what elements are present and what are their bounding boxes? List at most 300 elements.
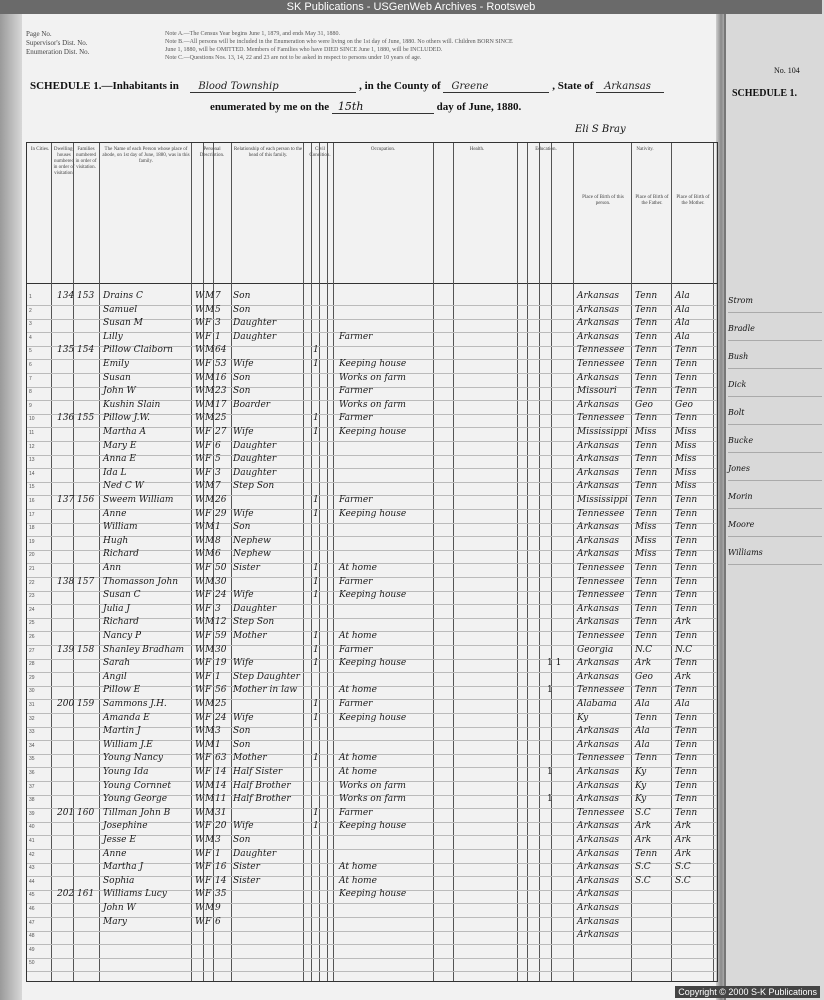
line-number: 12 bbox=[29, 443, 35, 450]
person-name: Ann bbox=[103, 563, 122, 573]
age-value: 27 bbox=[215, 427, 227, 437]
mother-birthplace-value: Ark bbox=[675, 671, 692, 682]
left-page-edge bbox=[0, 0, 22, 1000]
sex-value: F bbox=[205, 427, 212, 437]
civil-mark: 1 bbox=[313, 427, 319, 437]
occupation-value: Keeping house bbox=[339, 427, 407, 437]
education-mark: 1 bbox=[547, 794, 553, 805]
sex-value: F bbox=[205, 318, 212, 329]
mother-birthplace-value: Tenn bbox=[675, 726, 698, 737]
col-head-education: Education. bbox=[535, 147, 557, 152]
relationship-value: Wife bbox=[233, 712, 254, 723]
line-number: 44 bbox=[29, 878, 35, 885]
mother-birthplace-value: Tenn bbox=[675, 495, 698, 505]
color-value: W bbox=[195, 386, 205, 397]
relationship-value: Daughter bbox=[233, 467, 277, 478]
occupation-value: At home bbox=[339, 685, 377, 696]
instruction-line: Note B.—All persons will be included in the Enumeration who were living on the 1st day of June, 1880. No others will. Children BORN SINCE bbox=[165, 39, 513, 45]
birthplace-value: Arkansas bbox=[577, 372, 620, 383]
education-mark: 1 bbox=[547, 767, 553, 777]
mother-birthplace-value: Miss bbox=[675, 440, 697, 451]
relationship-value: Mother bbox=[233, 631, 267, 641]
age-value: 59 bbox=[215, 631, 227, 641]
person-name: William bbox=[103, 522, 138, 533]
father-birthplace-value: Geo bbox=[635, 671, 653, 682]
col-head-relationship: Relationship of each person to the head of this family. bbox=[233, 147, 303, 158]
line-number: 39 bbox=[29, 810, 35, 817]
color-value: W bbox=[195, 291, 205, 301]
family-number: 160 bbox=[77, 807, 95, 818]
sex-value: M bbox=[205, 739, 215, 750]
father-birthplace-value: Tenn bbox=[635, 603, 658, 614]
color-value: W bbox=[195, 372, 205, 383]
color-value: W bbox=[195, 304, 205, 315]
col-head-father-birthplace: Place of Birth of the Father. bbox=[635, 195, 669, 206]
enumeration-day-suffix: day of June, 1880. bbox=[436, 101, 522, 113]
col-head-name: The Name of each Person whose place of abode, on 1st day of June, 1880, was in this family. bbox=[102, 147, 190, 164]
civil-mark: 1 bbox=[313, 359, 319, 369]
instruction-line: Note C.—Questions Nos. 13, 14, 22 and 23 are not to be asked in respect to persons under 10 years of age. bbox=[165, 55, 422, 61]
person-name: Richard bbox=[103, 549, 139, 560]
color-value: W bbox=[195, 875, 205, 886]
civil-mark: 1 bbox=[313, 576, 319, 587]
birthplace-value: Arkansas bbox=[577, 440, 620, 451]
sex-value: F bbox=[205, 454, 212, 465]
color-value: W bbox=[195, 427, 205, 437]
relationship-value: Son bbox=[233, 386, 251, 397]
person-name: Drains C bbox=[103, 291, 143, 301]
occupation-value: At home bbox=[339, 753, 377, 764]
col-head-nativity: Nativity. bbox=[636, 147, 654, 152]
color-value: W bbox=[195, 399, 205, 410]
person-name: Tillman John B bbox=[103, 807, 171, 818]
birthplace-value: Tennessee bbox=[577, 807, 625, 818]
age-value: 35 bbox=[215, 889, 227, 900]
civil-mark: 1 bbox=[313, 563, 319, 573]
line-number: 26 bbox=[29, 634, 35, 640]
person-name: Susan bbox=[103, 372, 131, 383]
family-number: 158 bbox=[77, 644, 95, 655]
age-value: 14 bbox=[215, 767, 227, 777]
father-birthplace-value: Tenn bbox=[635, 467, 658, 478]
supervisor-district-label: Supervisor's Dist. No. bbox=[26, 39, 88, 47]
birthplace-value: Arkansas bbox=[577, 671, 620, 682]
birthplace-value: Arkansas bbox=[577, 617, 620, 628]
father-birthplace-value: Miss bbox=[635, 535, 657, 546]
sex-value: M bbox=[205, 549, 215, 560]
civil-mark: 1 bbox=[313, 658, 319, 669]
birthplace-value: Arkansas bbox=[577, 318, 620, 329]
father-birthplace-value: Tenn bbox=[635, 685, 658, 696]
mother-birthplace-value: Tenn bbox=[675, 739, 698, 750]
father-birthplace-value: Tenn bbox=[635, 576, 658, 587]
birthplace-value: Arkansas bbox=[577, 603, 620, 614]
sex-value: M bbox=[205, 481, 215, 492]
line-number: 35 bbox=[29, 756, 35, 763]
person-name: William J.E bbox=[103, 739, 153, 750]
line-number: 31 bbox=[29, 702, 35, 708]
relationship-value: Son bbox=[233, 372, 251, 383]
birthplace-value: Arkansas bbox=[577, 794, 620, 805]
occupation-value: Keeping house bbox=[339, 508, 407, 519]
occupation-value: Keeping house bbox=[339, 712, 407, 723]
age-value: 6 bbox=[215, 549, 221, 560]
age-value: 1 bbox=[215, 848, 221, 859]
dwelling-number: 136 bbox=[57, 413, 75, 424]
mother-birthplace-value: Tenn bbox=[675, 372, 698, 383]
mother-birthplace-value: Tenn bbox=[675, 590, 698, 601]
line-number: 19 bbox=[29, 538, 35, 545]
relationship-value: Step Son bbox=[233, 617, 275, 628]
father-birthplace-value: Ala bbox=[635, 739, 650, 750]
father-birthplace-value: Tenn bbox=[635, 345, 658, 356]
father-birthplace-value: Tenn bbox=[635, 848, 658, 859]
occupation-value: Farmer bbox=[339, 386, 373, 397]
father-birthplace-value: Tenn bbox=[635, 631, 658, 641]
sex-value: M bbox=[205, 835, 215, 845]
sex-value: M bbox=[205, 495, 215, 505]
state-label: , State of bbox=[552, 80, 594, 92]
mother-birthplace-value: Ala bbox=[675, 291, 690, 301]
age-value: 3 bbox=[215, 318, 221, 329]
mother-birthplace-value: Tenn bbox=[675, 807, 698, 818]
color-value: W bbox=[195, 549, 205, 560]
relationship-value: Nephew bbox=[233, 535, 271, 546]
person-name: Kushin Slain bbox=[103, 399, 161, 410]
line-number: 16 bbox=[29, 498, 35, 504]
line-number: 9 bbox=[29, 402, 32, 409]
birthplace-value: Arkansas bbox=[577, 875, 620, 886]
enumeration-date-line bbox=[210, 100, 521, 114]
line-number: 24 bbox=[29, 606, 35, 613]
age-value: 56 bbox=[215, 685, 227, 696]
age-value: 12 bbox=[215, 617, 227, 628]
sex-value: F bbox=[205, 359, 212, 369]
mother-birthplace-value: Tenn bbox=[675, 712, 698, 723]
person-name: Sarah bbox=[103, 658, 130, 669]
line-number: 50 bbox=[29, 960, 35, 967]
father-birthplace-value: Tenn bbox=[635, 712, 658, 723]
color-value: W bbox=[195, 835, 205, 845]
relationship-value: Son bbox=[233, 291, 251, 301]
color-value: W bbox=[195, 454, 205, 465]
civil-mark: 1 bbox=[313, 807, 319, 818]
table-row bbox=[27, 955, 717, 972]
mother-birthplace-value: Miss bbox=[675, 454, 697, 465]
color-value: W bbox=[195, 726, 205, 737]
relationship-value: Step Son bbox=[233, 481, 275, 492]
color-value: W bbox=[195, 753, 205, 764]
age-value: 5 bbox=[215, 304, 221, 315]
color-value: W bbox=[195, 508, 205, 519]
father-birthplace-value: Tenn bbox=[635, 454, 658, 465]
line-number: 14 bbox=[29, 470, 35, 477]
person-name: Martha A bbox=[103, 427, 147, 437]
dwelling-number: 134 bbox=[57, 291, 75, 301]
birthplace-value: Tennessee bbox=[577, 576, 625, 587]
age-value: 30 bbox=[215, 644, 227, 655]
relationship-value: Half Brother bbox=[233, 794, 291, 805]
father-birthplace-value: Tenn bbox=[635, 481, 658, 492]
father-birthplace-value: S.C bbox=[635, 862, 651, 873]
family-number: 156 bbox=[77, 495, 95, 505]
father-birthplace-value: Tenn bbox=[635, 563, 658, 573]
col-head-personal: Personal Description. bbox=[199, 147, 225, 158]
age-value: 14 bbox=[215, 875, 227, 886]
sex-value: M bbox=[205, 291, 215, 301]
person-name: Thomasson John bbox=[103, 576, 179, 587]
occupation-value: Works on farm bbox=[339, 794, 406, 805]
occupation-value: Keeping house bbox=[339, 889, 407, 900]
sex-value: F bbox=[205, 331, 212, 342]
mother-birthplace-value: Tenn bbox=[675, 386, 698, 397]
family-number: 153 bbox=[77, 291, 95, 301]
relationship-value: Daughter bbox=[233, 454, 277, 465]
birthplace-value: Mississippi bbox=[577, 427, 628, 437]
education-mark: 1 1 bbox=[547, 658, 562, 669]
color-value: W bbox=[195, 903, 205, 913]
relationship-value: Son bbox=[233, 726, 251, 737]
sex-value: M bbox=[205, 522, 215, 533]
person-name: Mary E bbox=[103, 440, 137, 451]
col-head-occupation: Occupation. bbox=[370, 147, 396, 152]
person-name: Ida L bbox=[103, 467, 127, 478]
line-number: 15 bbox=[29, 484, 35, 491]
enumeration-day: 15th bbox=[332, 100, 434, 114]
sex-value: F bbox=[205, 603, 212, 614]
person-name: Ned C W bbox=[103, 481, 144, 492]
age-value: 16 bbox=[215, 372, 227, 383]
age-value: 24 bbox=[215, 712, 227, 723]
sex-value: F bbox=[205, 712, 212, 723]
state-value: Arkansas bbox=[596, 81, 664, 93]
mother-birthplace-value: Tenn bbox=[675, 794, 698, 805]
relationship-value: Sister bbox=[233, 563, 260, 573]
color-value: W bbox=[195, 767, 205, 777]
sex-value: M bbox=[205, 726, 215, 737]
line-number: 22 bbox=[29, 579, 35, 586]
person-name: Pillow J.W. bbox=[103, 413, 150, 424]
civil-mark: 1 bbox=[313, 699, 319, 709]
birthplace-value: Tennessee bbox=[577, 685, 625, 696]
sex-value: F bbox=[205, 889, 212, 900]
person-name: Nancy P bbox=[103, 631, 142, 641]
person-name: John W bbox=[103, 386, 136, 397]
dwelling-number: 135 bbox=[57, 345, 75, 356]
birthplace-value: Arkansas bbox=[577, 454, 620, 465]
line-number: 25 bbox=[29, 620, 35, 627]
father-birthplace-value: S.C bbox=[635, 807, 651, 818]
birthplace-value: Arkansas bbox=[577, 821, 620, 832]
relationship-value: Mother in law bbox=[233, 685, 298, 696]
sex-value: M bbox=[205, 780, 215, 791]
color-value: W bbox=[195, 495, 205, 505]
relationship-value: Son bbox=[233, 739, 251, 750]
line-number: 42 bbox=[29, 851, 35, 858]
line-number: 46 bbox=[29, 906, 35, 912]
person-name: Young Cornnet bbox=[103, 780, 171, 791]
occupation-value: At home bbox=[339, 862, 377, 873]
instruction-line: June 1, 1880, will be OMITTED. Members of Families who have DIED SINCE June 1, 1880, will be INCLUDED. bbox=[165, 47, 443, 53]
census-table bbox=[26, 142, 718, 982]
mother-birthplace-value: Tenn bbox=[675, 685, 698, 696]
father-birthplace-value: Ky bbox=[635, 794, 647, 805]
mother-birthplace-value: Ark bbox=[675, 821, 692, 832]
adjacent-entry: Bucke bbox=[728, 436, 822, 453]
line-number: 45 bbox=[29, 892, 35, 899]
person-name: Young Nancy bbox=[103, 753, 163, 764]
county-value: Greene bbox=[443, 81, 549, 93]
adjacent-entry: Strom bbox=[728, 296, 822, 313]
line-number: 1 bbox=[29, 294, 32, 300]
adjacent-page-number: No. 104 bbox=[774, 66, 800, 75]
line-number: 2 bbox=[29, 307, 32, 314]
sex-value: M bbox=[205, 644, 215, 655]
occupation-value: Farmer bbox=[339, 495, 373, 505]
birthplace-value: Arkansas bbox=[577, 767, 620, 777]
father-birthplace-value: Ala bbox=[635, 726, 650, 737]
sex-value: F bbox=[205, 467, 212, 478]
relationship-value: Wife bbox=[233, 427, 254, 437]
color-value: W bbox=[195, 359, 205, 369]
civil-mark: 1 bbox=[313, 631, 319, 641]
color-value: W bbox=[195, 644, 205, 655]
color-value: W bbox=[195, 658, 205, 669]
father-birthplace-value: Ky bbox=[635, 780, 647, 791]
line-number: 28 bbox=[29, 661, 35, 668]
color-value: W bbox=[195, 331, 205, 342]
line-number: 3 bbox=[29, 321, 32, 328]
table-header bbox=[27, 143, 717, 284]
occupation-value: Keeping house bbox=[339, 590, 407, 601]
mother-birthplace-value: Tenn bbox=[675, 780, 698, 791]
adjacent-entry: Bolt bbox=[728, 408, 822, 425]
color-value: W bbox=[195, 440, 205, 451]
relationship-value: Son bbox=[233, 835, 251, 845]
occupation-value: Keeping house bbox=[339, 658, 407, 669]
sex-value: M bbox=[205, 807, 215, 818]
sex-value: F bbox=[205, 685, 212, 696]
occupation-value: Farmer bbox=[339, 699, 373, 709]
mother-birthplace-value: Tenn bbox=[675, 658, 698, 669]
adjacent-entry: Jones bbox=[728, 464, 822, 481]
line-number: 23 bbox=[29, 593, 35, 600]
family-number: 161 bbox=[77, 889, 95, 900]
mother-birthplace-value: Ala bbox=[675, 318, 690, 329]
col-head-mother-birthplace: Place of Birth of the Mother. bbox=[676, 195, 710, 206]
age-value: 3 bbox=[215, 835, 221, 845]
adjacent-entry: Bush bbox=[728, 352, 822, 369]
instruction-line: Note A.—The Census Year begins June 1, 1879, and ends May 31, 1880. bbox=[165, 31, 340, 37]
sex-value: F bbox=[205, 862, 212, 873]
age-value: 1 bbox=[215, 739, 221, 750]
color-value: W bbox=[195, 576, 205, 587]
father-birthplace-value: Geo bbox=[635, 399, 653, 410]
person-name: Martha J bbox=[103, 862, 144, 873]
relationship-value: Daughter bbox=[233, 603, 277, 614]
birthplace-value: Tennessee bbox=[577, 359, 625, 369]
color-value: W bbox=[195, 563, 205, 573]
mother-birthplace-value: N.C bbox=[675, 644, 693, 655]
line-number: 32 bbox=[29, 715, 35, 722]
birthplace-value: Tennessee bbox=[577, 508, 625, 519]
relationship-value: Sister bbox=[233, 862, 260, 873]
occupation-value: Works on farm bbox=[339, 780, 406, 791]
father-birthplace-value: Tenn bbox=[635, 304, 658, 315]
sex-value: F bbox=[205, 631, 212, 641]
occupation-value: Keeping house bbox=[339, 359, 407, 369]
col-head-family: Families numbered in order of visitation. bbox=[75, 147, 97, 170]
relationship-value: Wife bbox=[233, 359, 254, 369]
birthplace-value: Arkansas bbox=[577, 739, 620, 750]
adjacent-schedule-label: SCHEDULE 1. bbox=[732, 88, 798, 99]
sex-value: F bbox=[205, 753, 212, 764]
father-birthplace-value: Miss bbox=[635, 549, 657, 560]
sex-value: F bbox=[205, 563, 212, 573]
civil-mark: 1 bbox=[313, 413, 319, 424]
page-number-label: Page No. bbox=[26, 30, 52, 38]
occupation-value: Farmer bbox=[339, 644, 373, 655]
age-value: 63 bbox=[215, 753, 227, 764]
sex-value: F bbox=[205, 916, 212, 927]
age-value: 3 bbox=[215, 726, 221, 737]
person-name: Shanley Bradham bbox=[103, 644, 185, 655]
father-birthplace-value: Tenn bbox=[635, 617, 658, 628]
sex-value: F bbox=[205, 875, 212, 886]
color-value: W bbox=[195, 413, 205, 424]
family-number: 157 bbox=[77, 576, 95, 587]
sex-value: F bbox=[205, 658, 212, 669]
line-number: 49 bbox=[29, 946, 35, 953]
person-name: Pillow Claiborn bbox=[103, 345, 173, 356]
relationship-value: Step Daughter bbox=[233, 671, 300, 682]
color-value: W bbox=[195, 671, 205, 682]
sex-value: F bbox=[205, 848, 212, 859]
color-value: W bbox=[195, 821, 205, 832]
line-number: 11 bbox=[29, 430, 35, 436]
civil-mark: 1 bbox=[313, 644, 319, 655]
father-birthplace-value: Ala bbox=[635, 699, 650, 709]
mother-birthplace-value: Miss bbox=[675, 427, 697, 437]
mother-birthplace-value: Ark bbox=[675, 848, 692, 859]
line-number: 6 bbox=[29, 362, 32, 368]
line-number: 7 bbox=[29, 375, 32, 382]
person-name: Angil bbox=[103, 671, 127, 682]
occupation-value: At home bbox=[339, 563, 377, 573]
birthplace-value: Arkansas bbox=[577, 848, 620, 859]
occupation-value: Farmer bbox=[339, 576, 373, 587]
age-value: 14 bbox=[215, 780, 227, 791]
father-birthplace-value: Tenn bbox=[635, 753, 658, 764]
age-value: 3 bbox=[215, 467, 221, 478]
sex-value: M bbox=[205, 399, 215, 410]
mother-birthplace-value: Ala bbox=[675, 699, 690, 709]
dwelling-number: 200 bbox=[57, 699, 75, 709]
line-number: 17 bbox=[29, 511, 35, 518]
birthplace-value: Tennessee bbox=[577, 563, 625, 573]
age-value: 30 bbox=[215, 576, 227, 587]
line-number: 18 bbox=[29, 525, 35, 532]
mother-birthplace-value: S.C bbox=[675, 875, 691, 886]
age-value: 1 bbox=[215, 671, 221, 682]
father-birthplace-value: Ky bbox=[635, 767, 647, 777]
person-name: Jesse E bbox=[103, 835, 136, 845]
father-birthplace-value: Tenn bbox=[635, 331, 658, 342]
father-birthplace-value: Tenn bbox=[635, 495, 658, 505]
line-number: 30 bbox=[29, 688, 35, 695]
color-value: W bbox=[195, 631, 205, 641]
person-name: Susan M bbox=[103, 318, 143, 329]
